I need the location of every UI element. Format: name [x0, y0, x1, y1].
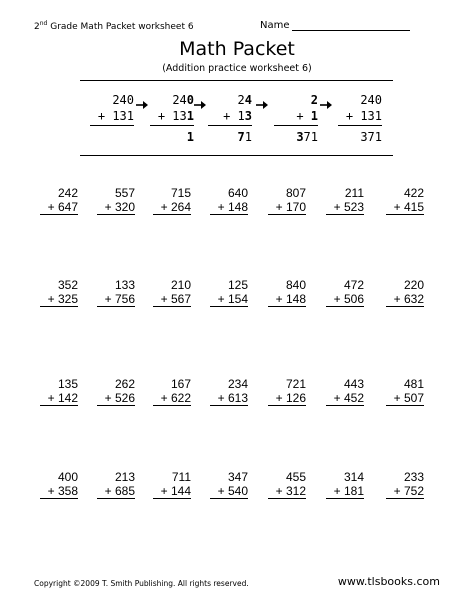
problem-bottom-number: + 567	[153, 292, 191, 307]
addition-problem	[326, 470, 364, 499]
addition-problem	[153, 186, 191, 215]
packet-label: Grade Math Packet worksheet 6	[50, 22, 194, 32]
addition-problem	[97, 470, 135, 499]
problem-top-number: 400	[57, 470, 78, 484]
problem-bottom-number: + 148	[268, 292, 306, 307]
addition-problem	[386, 278, 424, 307]
addition-problem	[97, 278, 135, 307]
addition-problem	[40, 186, 78, 215]
addition-problem	[153, 278, 191, 307]
example-sum-line	[150, 125, 194, 126]
problem-top-number: 455	[285, 470, 306, 484]
addition-problem	[386, 377, 424, 406]
problem-bottom-number: + 632	[386, 292, 424, 307]
right-arrow-icon	[320, 100, 332, 110]
right-arrow-icon	[194, 100, 206, 110]
problem-top-number: 133	[114, 278, 135, 292]
example-sum-line	[274, 125, 318, 126]
page-title: Math Packet	[179, 38, 295, 60]
example-top: 240	[360, 93, 382, 107]
example-sum-line	[338, 125, 382, 126]
example-bottom: + 1	[296, 109, 318, 123]
worksheet-header-left	[34, 20, 194, 32]
example-top: 2	[310, 93, 318, 107]
problem-top-number: 472	[343, 278, 364, 292]
problem-top-number: 807	[285, 186, 306, 200]
problem-bottom-number: + 144	[153, 484, 191, 499]
problem-top-number: 234	[227, 377, 248, 391]
addition-problem	[268, 186, 306, 215]
divider-bottom	[80, 155, 393, 156]
problem-top-number: 481	[403, 377, 424, 391]
problem-bottom-number: + 540	[210, 484, 248, 499]
example-answer	[90, 129, 134, 145]
right-arrow-icon	[136, 100, 148, 110]
addition-problem	[268, 377, 306, 406]
addition-problem	[386, 470, 424, 499]
problem-bottom-number: + 647	[40, 200, 78, 215]
addition-problem	[268, 470, 306, 499]
example-bottom: + 13	[223, 109, 252, 123]
example-sum-line	[208, 125, 252, 126]
problem-bottom-number: + 320	[97, 200, 135, 215]
problem-bottom-number: + 148	[210, 200, 248, 215]
example-answer: 371	[360, 130, 382, 144]
right-arrow-icon	[256, 100, 268, 110]
name-label: Name	[260, 20, 290, 31]
name-field	[260, 20, 410, 31]
problem-bottom-number: + 142	[40, 391, 78, 406]
copyright-text: Copyright ©2009 T. Smith Publishing. All rights reserved.	[34, 579, 249, 588]
addition-problem	[210, 278, 248, 307]
grade-suffix: nd	[39, 20, 48, 27]
example-top: 240	[172, 93, 194, 107]
addition-problem	[210, 377, 248, 406]
problem-bottom-number: + 415	[386, 200, 424, 215]
addition-problem	[40, 377, 78, 406]
problem-bottom-number: + 154	[210, 292, 248, 307]
divider-top	[80, 80, 393, 81]
problem-top-number: 125	[227, 278, 248, 292]
problem-bottom-number: + 264	[153, 200, 191, 215]
example-answer: 1	[186, 130, 194, 144]
problem-bottom-number: + 752	[386, 484, 424, 499]
problem-top-number: 711	[171, 470, 191, 484]
problem-bottom-number: + 622	[153, 391, 191, 406]
example-step-4	[274, 92, 318, 145]
problem-top-number: 213	[114, 470, 135, 484]
addition-problem	[153, 470, 191, 499]
addition-problem	[153, 377, 191, 406]
example-bottom: + 131	[157, 109, 194, 123]
example-top: 24	[237, 93, 252, 107]
problem-top-number: 262	[114, 377, 135, 391]
problem-bottom-number: + 170	[268, 200, 306, 215]
problem-bottom-number: + 358	[40, 484, 78, 499]
problem-bottom-number: + 181	[326, 484, 364, 499]
website-text: www.tlsbooks.com	[337, 575, 440, 588]
example-step-5	[338, 92, 382, 145]
problem-bottom-number: + 526	[97, 391, 135, 406]
addition-problem	[97, 186, 135, 215]
problem-bottom-number: + 613	[210, 391, 248, 406]
problem-top-number: 443	[343, 377, 364, 391]
problem-bottom-number: + 325	[40, 292, 78, 307]
problem-top-number: 352	[57, 278, 78, 292]
addition-problem	[210, 186, 248, 215]
grade-number: 2	[34, 22, 40, 32]
addition-problem	[386, 186, 424, 215]
name-line	[292, 20, 410, 31]
problem-top-number: 347	[227, 470, 248, 484]
page-subtitle: (Addition practice worksheet 6)	[162, 63, 312, 74]
problem-top-number: 211	[344, 186, 364, 200]
problem-top-number: 422	[403, 186, 424, 200]
problem-bottom-number: + 126	[268, 391, 306, 406]
addition-problem	[268, 278, 306, 307]
problem-bottom-number: + 685	[97, 484, 135, 499]
addition-problem	[97, 377, 135, 406]
problem-top-number: 167	[170, 377, 191, 391]
problem-bottom-number: + 452	[326, 391, 364, 406]
problem-top-number: 640	[227, 186, 248, 200]
problem-top-number: 135	[57, 377, 78, 391]
example-bottom: + 131	[345, 109, 382, 123]
problem-top-number: 242	[57, 186, 78, 200]
problem-bottom-number: + 523	[326, 200, 364, 215]
addition-problem	[40, 470, 78, 499]
example-sum-line	[90, 125, 134, 126]
problem-top-number: 314	[343, 470, 364, 484]
addition-problem	[326, 186, 364, 215]
addition-problem	[40, 278, 78, 307]
example-step-2	[150, 92, 194, 145]
problem-top-number: 220	[403, 278, 424, 292]
problem-bottom-number: + 506	[326, 292, 364, 307]
problem-bottom-number: + 312	[268, 484, 306, 499]
example-step-1	[90, 92, 134, 145]
problem-top-number: 210	[170, 278, 191, 292]
example-answer: 371	[296, 130, 318, 144]
problem-top-number: 715	[170, 186, 191, 200]
addition-problem	[326, 377, 364, 406]
problem-top-number: 721	[285, 377, 306, 391]
example-answer: 71	[237, 130, 252, 144]
problem-top-number: 840	[285, 278, 306, 292]
example-bottom: + 131	[97, 109, 134, 123]
problem-top-number: 233	[403, 470, 424, 484]
addition-problem	[210, 470, 248, 499]
example-step-3	[208, 92, 252, 145]
addition-problem	[326, 278, 364, 307]
problem-bottom-number: + 756	[97, 292, 135, 307]
problem-top-number: 557	[114, 186, 135, 200]
example-top: 240	[112, 93, 134, 107]
problem-bottom-number: + 507	[386, 391, 424, 406]
